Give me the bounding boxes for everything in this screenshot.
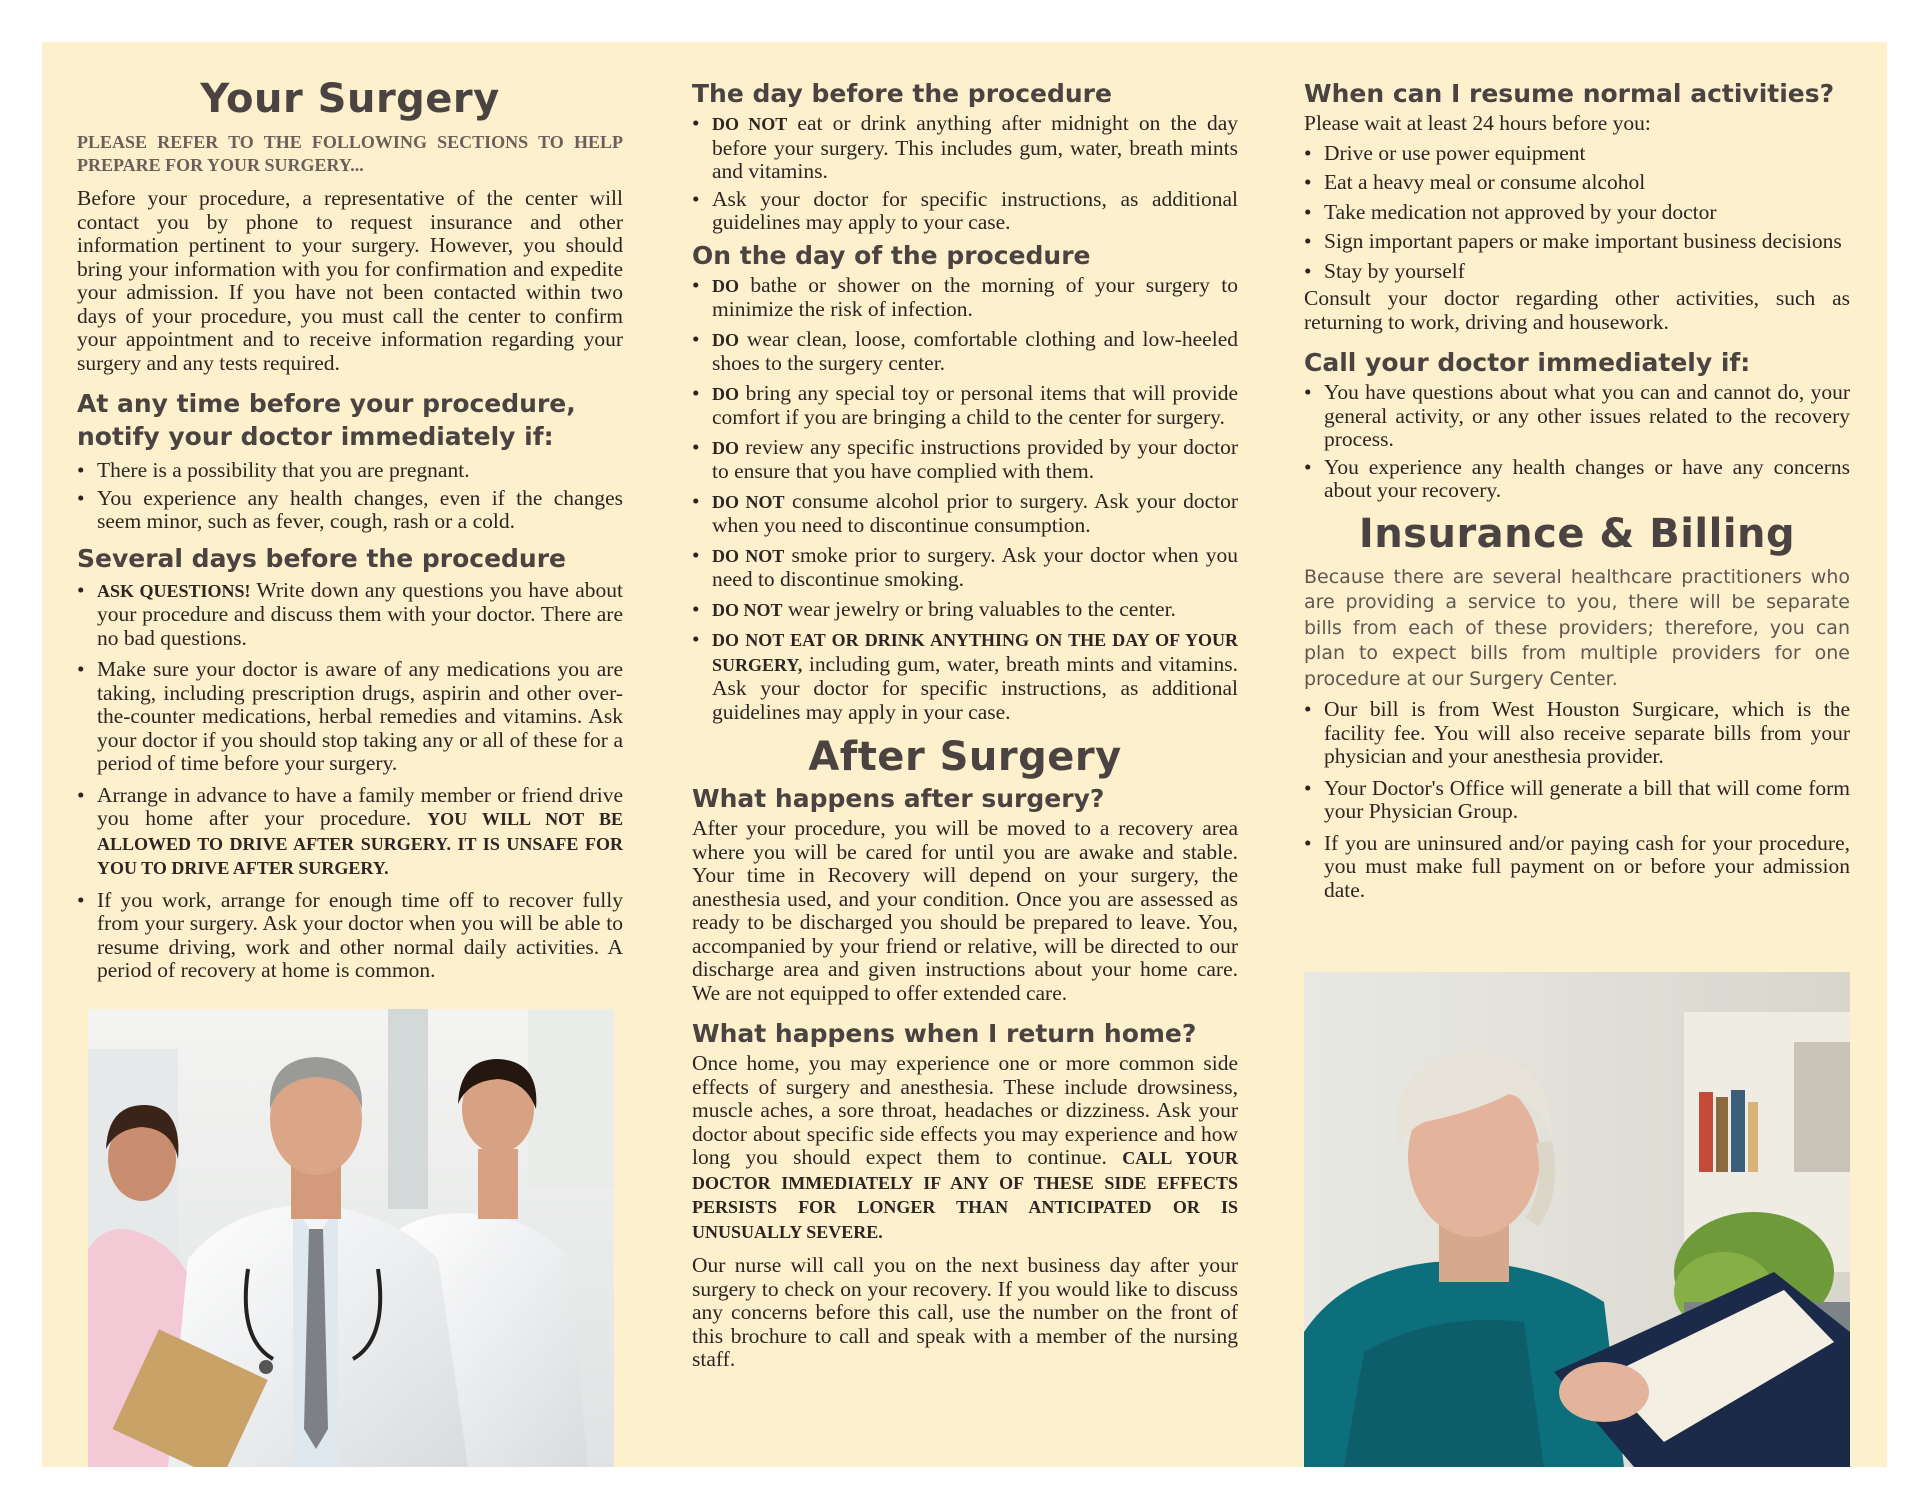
bold-lead: DO <box>712 383 739 404</box>
insurance-billing-title: Insurance & Billing <box>1358 510 1796 557</box>
call-doctor-list <box>1304 381 1850 503</box>
list-item <box>692 382 1238 430</box>
item-text: including gum, water, breath mints and vitamins. Ask your doctor for specific instructions, as additional guidelines may apply in your case. <box>712 651 1238 724</box>
item-text: Write down any questions you have about your procedure and discuss them with your doctor. There are no bad questions. <box>97 577 623 650</box>
item-text: wear clean, loose, comfortable clothing and low-heeled shoes to the surgery center. <box>712 326 1238 375</box>
call-doctor-heading: Call your doctor immediately if: <box>1304 348 1751 377</box>
list-item: • You have questions about what you can and cannot do, your general activity, or any other issues related to the recovery process. <box>1304 381 1850 452</box>
several-days-heading: Several days before the procedure <box>77 543 567 573</box>
notify-heading-line2: notify your doctor immediately if: <box>77 422 554 451</box>
item-text: wear jewelry or bring valuables to the center. <box>782 596 1176 621</box>
medical-team-photo <box>88 1009 614 1467</box>
item-text: bring any special toy or personal items that will provide comfort if you are bringing a child to the center for surgery. <box>712 380 1238 429</box>
notify-list <box>77 459 623 534</box>
list-item: • Eat a heavy meal or consume alcohol <box>1304 171 1850 195</box>
list-item: • Stay by yourself <box>1304 260 1850 284</box>
day-before-list <box>692 112 1238 235</box>
list-item: • Our bill is from West Houston Surgicare, which is the facility fee. You will also receive separate bills from your physician and your anesthesia provider. <box>1304 698 1850 769</box>
bold-lead: DO NOT EAT OR DRINK ANYTHING ON THE DAY OF YOUR SURGERY, <box>712 630 1238 675</box>
resume-heading: When can I resume normal activities? <box>1304 79 1835 108</box>
list-item <box>77 579 623 651</box>
list-item <box>692 188 1238 235</box>
item-text: Ask your doctor for specific instructions, as additional guidelines may apply to your case. <box>712 186 1238 234</box>
list-item: • Take medication not approved by your doctor <box>1304 201 1850 225</box>
what-happens-heading: What happens after surgery? <box>692 784 1105 813</box>
brochure-panel <box>42 42 1887 1467</box>
billing-paragraph: Because there are several healthcare practitioners who are providing a service to you, there will be separate bills from each of these providers; therefore, you can plan to expect bills from multiple providers for one procedure at our Surgery Center. <box>1304 565 1850 690</box>
intro-caps: PLEASE REFER TO THE FOLLOWING SECTIONS TO HELP PREPARE FOR YOUR SURGERY... <box>77 132 623 175</box>
bold-lead: DO <box>712 437 739 458</box>
list-item <box>692 598 1238 623</box>
item-text: review any specific instructions provided by your doctor to ensure that you have complied with them. <box>712 434 1238 483</box>
item-text: Arrange in advance to have a family member or friend drive you home after your procedure. <box>97 782 623 830</box>
item-text: consume alcohol prior to surgery. Ask your doctor when you need to discontinue consumption. <box>712 488 1238 537</box>
bold-lead: DO <box>712 329 739 350</box>
return-home-paragraph <box>692 1052 1238 1244</box>
list-item <box>692 112 1238 184</box>
list-item <box>692 328 1238 376</box>
list-item <box>692 544 1238 592</box>
day-of-list <box>692 274 1238 725</box>
list-item: • There is a possibility that you are pregnant. <box>77 459 623 483</box>
billing-list <box>1304 698 1850 902</box>
list-item <box>692 274 1238 322</box>
day-of-heading: On the day of the procedure <box>692 240 1091 270</box>
item-text: smoke prior to surgery. Ask your doctor when you need to discontinue smoking. <box>712 542 1238 591</box>
bold-lead: DO NOT <box>712 599 783 620</box>
item-text: If you work, arrange for enough time off to recover fully from your surgery. Ask your doctor when you will be able to resume driving, work and other normal daily activities. A period of recovery at home is common. <box>97 887 623 982</box>
intro-paragraph: Before your procedure, a representative of the center will contact you by phone to request insurance and other information pertinent to your surgery. However, you should bring your information with you for confirmation and expedite your admission. If you have not been contacted within two days of your procedure, you must call the center to confirm your appointment and to receive information regarding your surgery and any tests required. <box>77 186 623 375</box>
item-text: bathe or shower on the morning of your surgery to minimize the risk of infection. <box>712 272 1238 321</box>
column-resume-billing <box>1304 42 1850 902</box>
list-item: • Sign important papers or make important business decisions <box>1304 230 1850 254</box>
return-home-warning: CALL YOUR DOCTOR IMMEDIATELY IF ANY OF THESE SIDE EFFECTS PERSISTS FOR LONGER THAN ANTICIPATED OR IS UNUSUALLY SEVERE. <box>692 1148 1238 1242</box>
list-item <box>77 784 623 881</box>
nurse-paragraph: Our nurse will call you on the next business day after your surgery to check on your recovery. If you would like to discuss any concerns before this call, use the number on the front of this brochure to call and speak with a member of the nursing staff. <box>692 1253 1238 1371</box>
after-surgery-title: After Surgery <box>808 734 1122 780</box>
resume-intro: Please wait at least 24 hours before you: <box>1304 111 1651 135</box>
woman-reading-photo <box>1304 972 1850 1467</box>
column-your-surgery <box>77 42 623 983</box>
bold-lead: ASK QUESTIONS! <box>97 580 251 601</box>
resume-list <box>1304 142 1850 284</box>
return-home-heading: What happens when I return home? <box>692 1019 1197 1048</box>
return-home-text: Once home, you may experience one or more common side effects of surgery and anesthesia. These include drowsiness, muscle aches, a sore throat, headaches or dizziness. Ask your doctor about specific side effects you may experience and how long you should expect them to continue. <box>692 1051 1238 1169</box>
list-item: • Drive or use power equipment <box>1304 142 1850 166</box>
item-text: eat or drink anything after midnight on the day before your surgery. This includes gum, water, breath mints and vitamins. <box>712 111 1238 183</box>
day-before-heading: The day before the procedure <box>692 79 1112 108</box>
item-text: Make sure your doctor is aware of any medications you are taking, including prescription drugs, aspirin and other over-the-counter medications, herbal remedies and vitamins. Ask your doctor if you should stop taking any or all of these for a period of time before your surgery. <box>97 657 623 775</box>
list-item: • You experience any health changes or have any concerns about your recovery. <box>1304 456 1850 503</box>
what-happens-paragraph: After your procedure, you will be moved to a recovery area where you will be cared for until you are awake and stable. Your time in Recovery will depend on your surgery, the anesthesia used, and your condition. Once you are assessed as ready to be discharged you should be prepared to leave. You, accompanied by your friend or relative, will be directed to our discharge area and given instructions about your home care. We are not equipped to offer extended care. <box>692 816 1238 1005</box>
bold-lead: DO NOT <box>712 114 788 134</box>
list-item <box>77 889 623 983</box>
your-surgery-title: Your Surgery <box>200 76 500 122</box>
list-item <box>77 658 623 776</box>
notify-heading-line1: At any time before your procedure, <box>77 389 576 418</box>
bold-lead: DO NOT <box>712 545 785 566</box>
list-item: • You experience any health changes, even if the changes seem minor, such as fever, cough, rash or a cold. <box>77 487 623 534</box>
several-days-list <box>77 579 623 983</box>
resume-outro: Consult your doctor regarding other activities, such as returning to work, driving and housework. <box>1304 286 1850 334</box>
list-item <box>692 490 1238 538</box>
bold-lead: DO NOT <box>712 491 785 512</box>
list-item: • Your Doctor's Office will generate a bill that will come form your Physician Group. <box>1304 777 1850 824</box>
bold-lead: DO <box>712 275 739 296</box>
list-item <box>692 436 1238 484</box>
list-item: • If you are uninsured and/or paying cash for your procedure, you must make full payment on or before your admission date. <box>1304 832 1850 903</box>
list-item <box>692 628 1238 724</box>
bold-warning: YOU WILL NOT BE ALLOWED TO DRIVE AFTER SURGERY. IT IS UNSAFE FOR YOU TO DRIVE AFTER SURGERY. <box>97 809 623 878</box>
column-procedure <box>692 42 1238 1372</box>
